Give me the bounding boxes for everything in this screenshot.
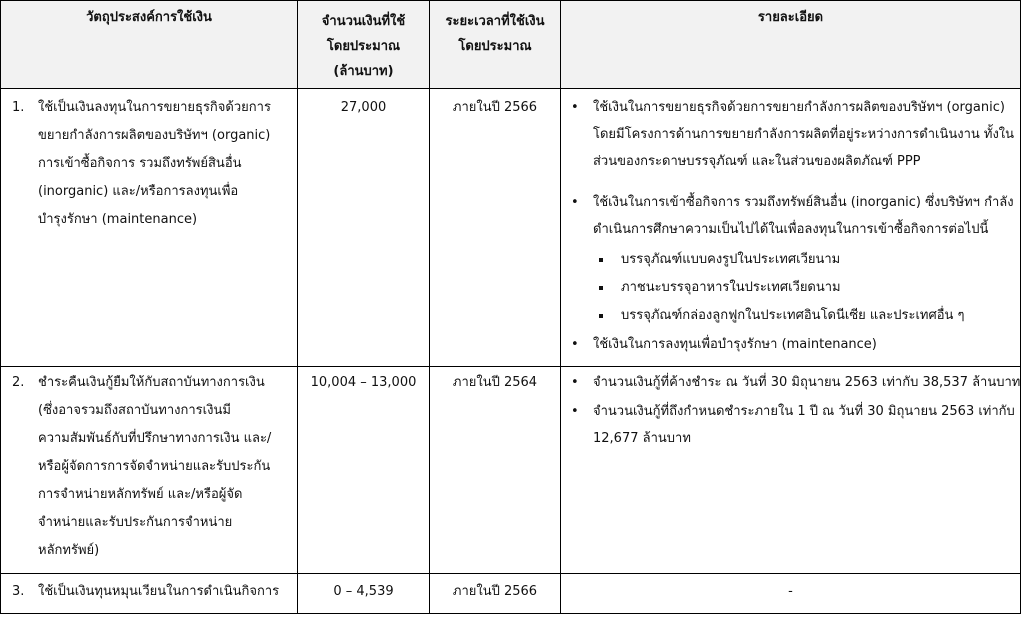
row-number: 2. — [12, 375, 25, 390]
rule-header — [0, 88, 1021, 89]
header-period-line1: ระยะเวลาที่ใช้เงิน — [445, 14, 545, 29]
detail-subitem: ภาชนะบรรจุอาหารในประเทศเวียดนาม — [621, 280, 841, 295]
detail-line: ดำเนินการศึกษาความเป็นไปได้ในเพื่อลงทุนในการเข้าซื้อกิจการต่อไปนี้ — [593, 222, 989, 237]
purpose-line: (inorganic) และ/หรือการลงทุนเพื่อ — [38, 184, 239, 199]
header-amount-line1: จำนวนเงินที่ใช้ — [321, 14, 406, 29]
purpose-line: (ซึ่งอาจรวมถึงสถาบันทางการเงินมี — [38, 403, 231, 418]
header-amount-line3: (ล้านบาท) — [333, 64, 394, 79]
detail-line: - — [788, 584, 793, 599]
detail-subitem: บรรจุภัณฑ์แบบคงรูปในประเทศเวียนาม — [621, 252, 841, 267]
purpose-line: ใช้เป็นเงินลงทุนในการขยายธุรกิจด้วยการ — [38, 100, 271, 115]
period-value: ภายในปี 2566 — [452, 584, 538, 599]
purpose-line: หลักทรัพย์) — [38, 543, 100, 558]
purpose-line: การจำหน่ายหลักทรัพย์ และ/หรือผู้จัด — [38, 487, 243, 502]
rule-col2 — [429, 0, 430, 614]
detail-line: จำนวนเงินกู้ที่ค้างชำระ ณ วันที่ 30 มิถุนายน 2563 เท่ากับ 38,537 ล้านบาท — [593, 375, 1021, 390]
rule-top — [0, 0, 1021, 1]
bullet-icon: • — [571, 195, 579, 210]
amount-value: 0 – 4,539 — [333, 584, 394, 599]
square-bullet-icon — [599, 258, 603, 262]
purpose-line: หรือผู้จัดการการจัดจำหน่ายและรับประกัน — [38, 459, 271, 474]
rule-row1 — [0, 366, 1021, 367]
detail-line: 12,677 ล้านบาท — [593, 431, 691, 446]
purpose-line: การเข้าซื้อกิจการ รวมถึงทรัพย์สินอื่น — [38, 156, 242, 171]
bullet-icon: • — [571, 404, 579, 419]
rule-left — [0, 0, 1, 614]
header-period-line2: โดยประมาณ — [458, 39, 532, 54]
bullet-icon: • — [571, 337, 579, 352]
row-number: 1. — [12, 100, 25, 115]
bullet-icon: • — [571, 100, 579, 115]
bullet-icon: • — [571, 375, 579, 390]
purpose-line: ใช้เป็นเงินทุนหมุนเวียนในการดำเนินกิจการ — [38, 584, 280, 599]
amount-value: 10,004 – 13,000 — [310, 375, 417, 390]
rule-col1 — [297, 0, 298, 614]
header-details: รายละเอียด — [757, 10, 824, 25]
detail-line: โดยมีโครงการด้านการขยายกำลังการผลิตที่อยู่ระหว่างการดำเนินงาน ทั้งใน — [593, 127, 1015, 142]
detail-line: ใช้เงินในการเข้าซื้อกิจการ รวมถึงทรัพย์สินอื่น (inorganic) ซึ่งบริษัทฯ กำลัง — [593, 195, 1014, 210]
purpose-line: ขยายกำลังการผลิตของบริษัทฯ (organic) — [38, 128, 271, 143]
rule-bottom — [0, 613, 1021, 614]
period-value: ภายในปี 2566 — [452, 100, 538, 115]
period-value: ภายในปี 2564 — [452, 375, 538, 390]
detail-line: จำนวนเงินกู้ที่ถึงกำหนดชำระภายใน 1 ปี ณ วันที่ 30 มิถุนายน 2563 เท่ากับ — [593, 404, 1015, 419]
detail-line: ส่วนของกระดาษบรรจุภัณฑ์ และในส่วนของผลิตภัณฑ์ PPP — [593, 154, 921, 169]
header-purpose: วัตถุประสงค์การใช้เงิน — [86, 10, 212, 25]
purpose-line: จำหน่ายและรับประกันการจำหน่าย — [38, 515, 233, 530]
rule-col3 — [560, 0, 561, 614]
detail-line: ใช้เงินในการลงทุนเพื่อบำรุงรักษา (maintenance) — [593, 337, 877, 352]
rule-row2 — [0, 573, 1021, 574]
square-bullet-icon — [599, 286, 603, 290]
purpose-line: ชำระคืนเงินกู้ยืมให้กับสถาบันทางการเงิน — [38, 375, 265, 390]
amount-value: 27,000 — [340, 100, 387, 115]
purpose-line: บำรุงรักษา (maintenance) — [38, 212, 198, 227]
purpose-line: ความสัมพันธ์กับที่ปรึกษาทางการเงิน และ/ — [38, 431, 272, 446]
detail-line: ใช้เงินในการขยายธุรกิจด้วยการขยายกำลังการผลิตของบริษัทฯ (organic) — [593, 100, 1005, 115]
row-number: 3. — [12, 584, 25, 599]
header-amount-line2: โดยประมาณ — [326, 39, 401, 54]
square-bullet-icon — [599, 314, 603, 318]
detail-subitem: บรรจุภัณฑ์กล่องลูกฟูกในประเทศอินโดนีเซีย และประเทศอื่น ๆ — [621, 308, 965, 323]
